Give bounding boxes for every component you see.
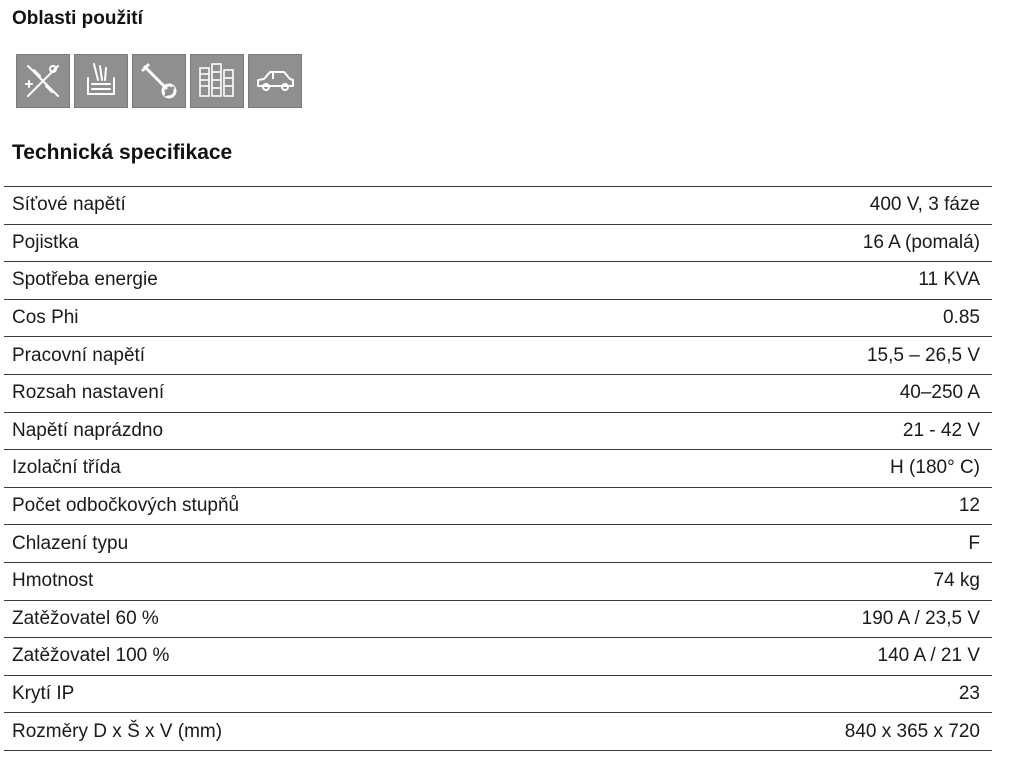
spec-label: Chlazení typu	[4, 525, 612, 563]
spec-value: 140 A / 21 V	[612, 638, 992, 676]
spec-label: Cos Phi	[4, 299, 612, 337]
spec-row	[4, 450, 992, 488]
spec-value: H (180° C)	[612, 450, 992, 488]
spec-value: 23	[612, 675, 992, 713]
spec-label: Spotřeba energie	[4, 262, 612, 300]
spec-label: Hmotnost	[4, 562, 612, 600]
spec-value: 840 x 365 x 720	[612, 713, 992, 751]
car-icon	[248, 54, 302, 108]
spec-row	[4, 562, 992, 600]
spec-row	[4, 187, 992, 225]
spec-label: Rozměry D x Š x V (mm)	[4, 713, 612, 751]
spec-label: Síťové napětí	[4, 187, 612, 225]
spec-label: Pojistka	[4, 224, 612, 262]
spec-label: Zatěžovatel 100 %	[4, 638, 612, 676]
spec-row	[4, 299, 992, 337]
spec-row	[4, 638, 992, 676]
spec-row	[4, 675, 992, 713]
areas-of-use-title: Oblasti použití	[12, 8, 143, 29]
spec-label: Krytí IP	[4, 675, 612, 713]
spec-label: Zatěžovatel 60 %	[4, 600, 612, 638]
spec-label: Izolační třída	[4, 450, 612, 488]
spec-row	[4, 374, 992, 412]
spec-value: 40–250 A	[612, 374, 992, 412]
hand-press-icon	[74, 54, 128, 108]
spec-value: 12	[612, 487, 992, 525]
spec-value: 21 - 42 V	[612, 412, 992, 450]
spec-value: 190 A / 23,5 V	[612, 600, 992, 638]
spec-row	[4, 262, 992, 300]
spec-table	[4, 186, 992, 751]
technical-spec-title: Technická specifikace	[12, 141, 233, 164]
spec-row	[4, 600, 992, 638]
no-welding-cross-icon	[16, 54, 70, 108]
spec-row	[4, 487, 992, 525]
spec-value: 11 KVA	[612, 262, 992, 300]
spec-value: 400 V, 3 fáze	[612, 187, 992, 225]
spec-row	[4, 525, 992, 563]
spec-row	[4, 224, 992, 262]
spec-row	[4, 412, 992, 450]
spec-value: 74 kg	[612, 562, 992, 600]
spec-label: Rozsah nastavení	[4, 374, 612, 412]
spec-label: Napětí naprázdno	[4, 412, 612, 450]
spec-value: F	[612, 525, 992, 563]
spec-value: 0.85	[612, 299, 992, 337]
spec-value: 15,5 – 26,5 V	[612, 337, 992, 375]
spec-row	[4, 713, 992, 751]
spec-label: Pracovní napětí	[4, 337, 612, 375]
spec-value: 16 A (pomalá)	[612, 224, 992, 262]
spec-label: Počet odbočkových stupňů	[4, 487, 612, 525]
stacked-coils-icon	[190, 54, 244, 108]
wrench-icon	[132, 54, 186, 108]
spec-row	[4, 337, 992, 375]
areas-icon-row	[16, 54, 302, 108]
